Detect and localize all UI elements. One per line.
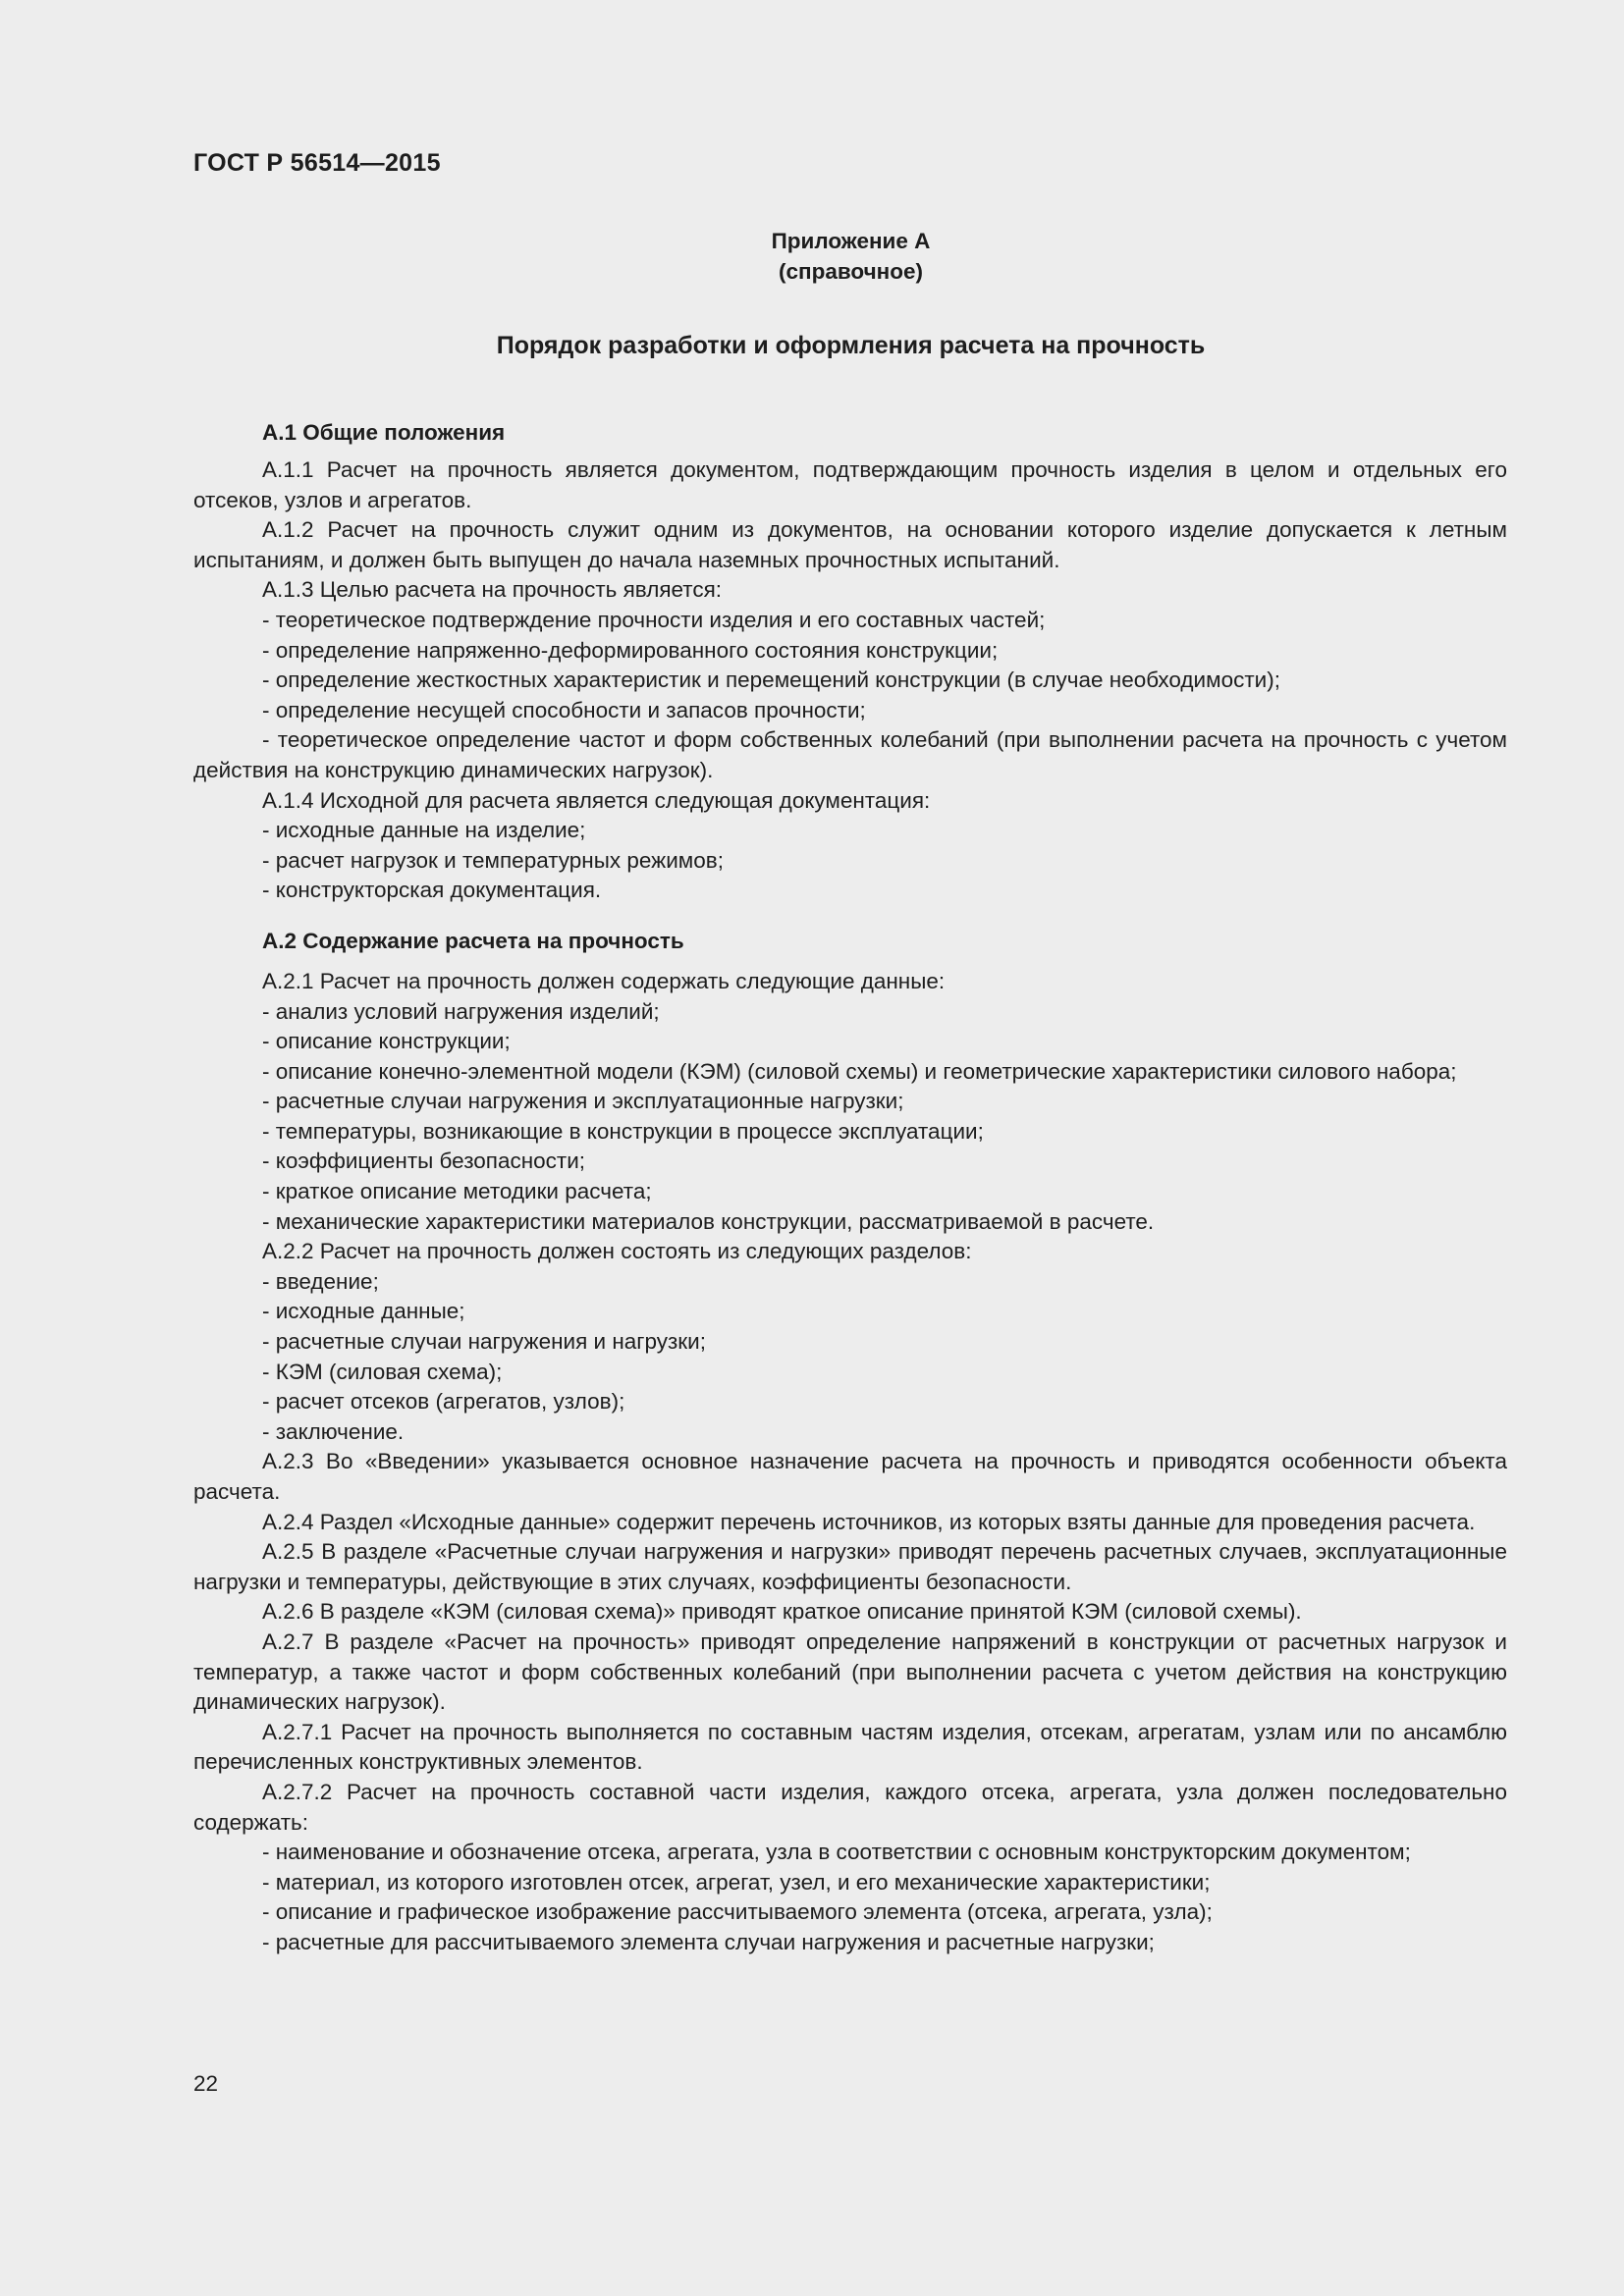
list-item: - расчет отсеков (агрегатов, узлов); [262, 1389, 625, 1415]
section-heading-a1: А.1 Общие положения [262, 420, 506, 445]
list-item: - определение напряженно-деформированного состояния конструкции; [262, 637, 999, 663]
list-item: - материал, из которого изготовлен отсек, агрегат, узел, и его механические характеристики; [262, 1869, 1211, 1895]
list-item: - описание конструкции; [262, 1029, 511, 1054]
paragraph: А.2.7 В разделе «Расчет на прочность» приводят определение напряжений в конструкции от расчетных нагрузок и температур, а также частот и форм собственных колебаний (при выполнении расчета с учетом действия на конструкцию динамических нагрузок). [193, 1629, 1507, 1715]
appendix-kind: (справочное) [779, 259, 923, 284]
list-item: - описание и графическое изображение рассчитываемого элемента (отсека, агрегата, узла); [262, 1899, 1213, 1925]
list-item: - расчет нагрузок и температурных режимов; [262, 847, 724, 873]
appendix-label: Приложение А [771, 229, 931, 253]
list-item: - наименование и обозначение отсека, агрегата, узла в соответствии с основным конструкторским документом; [262, 1840, 1411, 1865]
list-item: - описание конечно-элементной модели (КЭМ) (силовой схемы) и геометрические характеристики силового набора; [262, 1058, 1457, 1084]
page-number: 22 [193, 2071, 219, 2096]
paragraph: А.1.4 Исходной для расчета является следующая документация: [262, 787, 931, 813]
list-item: - определение несущей способности и запасов прочности; [262, 697, 866, 722]
list-item: - определение жесткостных характеристик и перемещений конструкции (в случае необходимости); [262, 667, 1280, 693]
list-item: - краткое описание методики расчета; [262, 1179, 652, 1204]
list-item: - расчетные для рассчитываемого элемента случаи нагружения и расчетные нагрузки; [262, 1929, 1155, 1954]
paragraph: А.2.7.2 Расчет на прочность составной части изделия, каждого отсека, агрегата, узла должен последовательно содержать: [193, 1779, 1507, 1835]
paragraph: А.2.6 В разделе «КЭМ (силовая схема)» приводят краткое описание принятой КЭМ (силовой схемы). [262, 1599, 1302, 1625]
paragraph: А.2.5 В разделе «Расчетные случаи нагружения и нагрузки» приводят перечень расчетных случаев, эксплуатационные нагрузки и температуры, действующие в этих случаях, коэффициенты безопасности. [193, 1539, 1507, 1594]
list-item: - конструкторская документация. [262, 878, 602, 903]
section-a2-body [193, 967, 1507, 1958]
paragraph: А.2.4 Раздел «Исходные данные» содержит перечень источников, из которых взяты данные для проведения расчета. [262, 1509, 1476, 1534]
document-body [193, 417, 1507, 1958]
list-item: - КЭМ (силовая схема); [262, 1359, 503, 1384]
list-item: - заключение. [262, 1418, 405, 1444]
list-item: - теоретическое подтверждение прочности изделия и его составных частей; [262, 607, 1046, 632]
list-item: - исходные данные на изделие; [262, 818, 586, 843]
list-item: - расчетные случаи нагружения и эксплуатационные нагрузки; [262, 1089, 904, 1114]
list-item: - введение; [262, 1268, 379, 1294]
paragraph: А.1.3 Целью расчета на прочность является: [262, 577, 723, 603]
paragraph: А.1.2 Расчет на прочность служит одним из документов, на основании которого изделие допускается к летным испытаниям, и должен быть выпущен до начала наземных прочностных испытаний. [193, 517, 1507, 572]
document-code: ГОСТ Р 56514—2015 [193, 149, 441, 177]
paragraph: А.2.2 Расчет на прочность должен состоять из следующих разделов: [262, 1239, 972, 1264]
list-item: - температуры, возникающие в конструкции в процессе эксплуатации; [262, 1118, 984, 1144]
appendix-title: Порядок разработки и оформления расчета на прочность [496, 332, 1206, 359]
paragraph: А.1.1 Расчет на прочность является документом, подтверждающим прочность изделия в целом и отдельных его отсеков, узлов и агрегатов. [193, 457, 1507, 512]
list-item: - механические характеристики материалов конструкции, рассматриваемой в расчете. [262, 1208, 1155, 1234]
paragraph: А.2.1 Расчет на прочность должен содержать следующие данные: [262, 968, 946, 993]
list-item: - анализ условий нагружения изделий; [262, 998, 660, 1024]
list-item: - исходные данные; [262, 1299, 465, 1324]
paragraph: А.2.3 Во «Введении» указывается основное назначение расчета на прочность и приводятся особенности объекта расчета. [193, 1449, 1507, 1504]
list-item: - расчетные случаи нагружения и нагрузки; [262, 1329, 706, 1355]
paragraph: А.2.7.1 Расчет на прочность выполняется по составным частям изделия, отсекам, агрегатам, узлам или по ансамблю перечисленных конструктивных элементов. [193, 1719, 1507, 1775]
section-heading-a2: А.2 Содержание расчета на прочность [262, 928, 684, 953]
section-a1-body [193, 455, 1507, 906]
list-item: - теоретическое определение частот и форм собственных колебаний (при выполнении расчета на прочность с учетом действия на конструкцию динамических нагрузок). [193, 727, 1507, 782]
list-item: - коэффициенты безопасности; [262, 1148, 586, 1174]
